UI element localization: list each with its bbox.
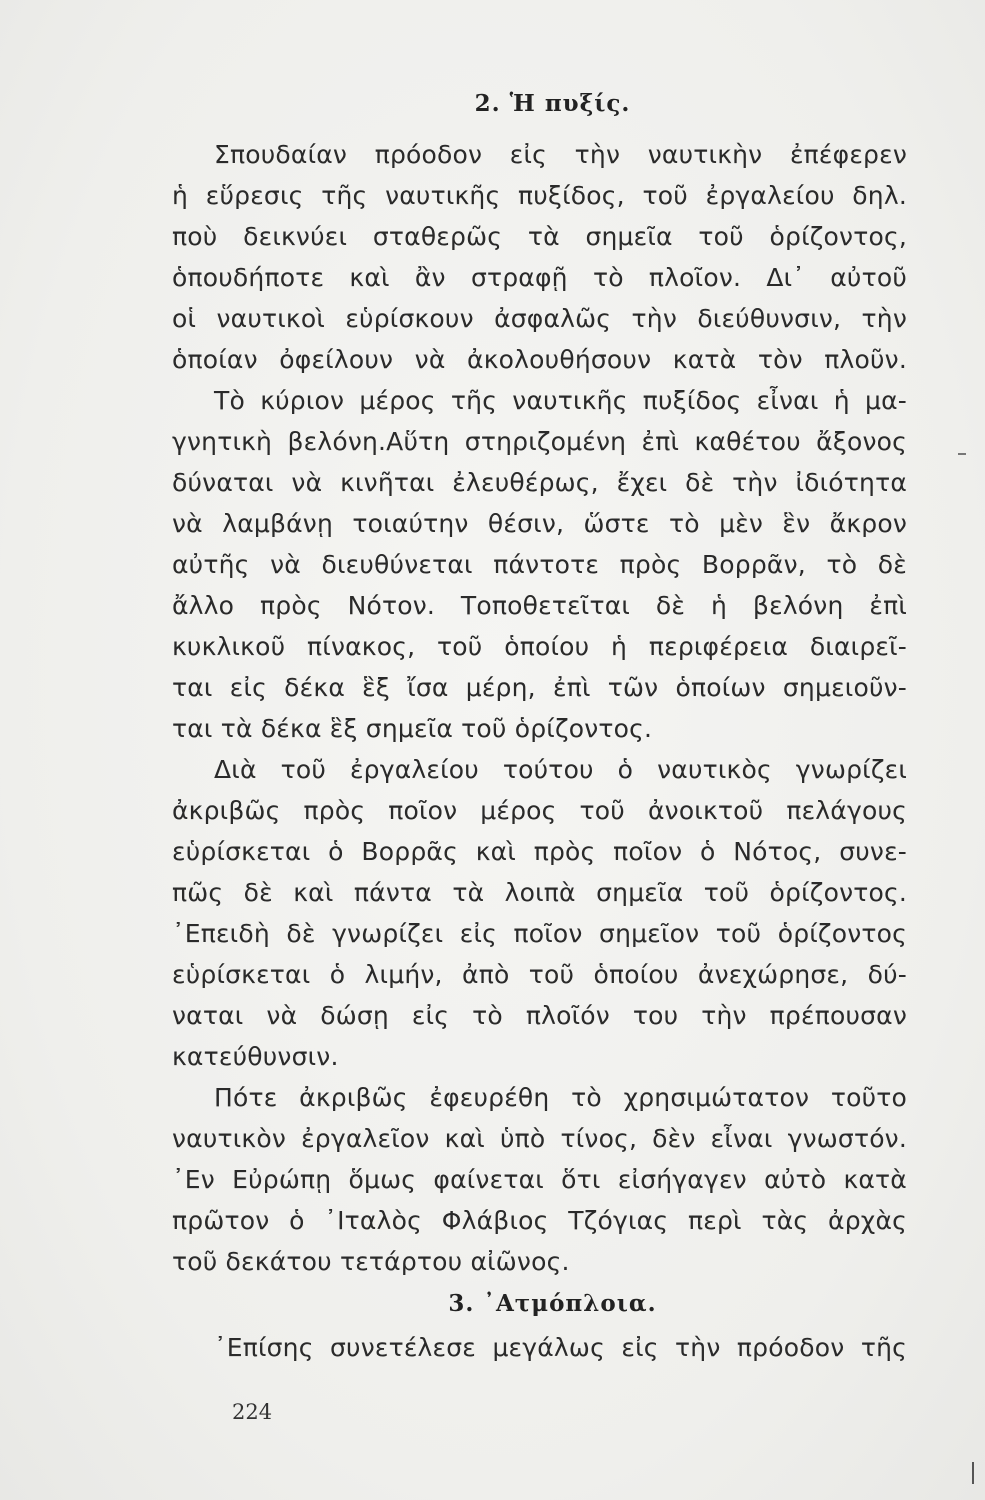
text-line: ὁποίαν ὀφείλουν νὰ ἀκολουθήσουν κατὰ τὸν πλοῦν. bbox=[172, 345, 907, 374]
text-line: δύναται νὰ κινῆται ἐλευθέρως, ἔχει δὲ τὴν ἰδιότητα bbox=[172, 468, 907, 497]
text-line: Πότε ἀκριβῶς ἐφευρέθη τὸ χρησιμώτατον τοῦτο bbox=[214, 1083, 907, 1112]
text-line: κυκλικοῦ πίνακος, τοῦ ὁποίου ἡ περιφέρεια διαιρεῖ- bbox=[172, 632, 907, 661]
margin-mark bbox=[958, 453, 966, 455]
text-line: πρῶτον ὁ ᾽Ιταλὸς Φλάβιος Τζόγιας περὶ τὰς ἀρχὰς bbox=[172, 1206, 907, 1235]
section-heading-compass: 2. Ἡ πυξίς. bbox=[474, 90, 631, 117]
text-line: πῶς δὲ καὶ πάντα τὰ λοιπὰ σημεῖα τοῦ ὁρίζοντος. bbox=[172, 878, 907, 907]
text-line: ναυτικὸν ἐργαλεῖον καὶ ὑπὸ τίνος, δὲν εἶναι γνωστόν. bbox=[172, 1124, 907, 1153]
page-number: 224 bbox=[232, 1400, 273, 1424]
text-line: ὁπουδήποτε καὶ ἂν στραφῇ τὸ πλοῖον. Δι᾽ αὐτοῦ bbox=[172, 263, 907, 292]
text-line: αὐτῆς νὰ διευθύνεται πάντοτε πρὸς Βορρᾶν, τὸ δὲ bbox=[172, 550, 907, 579]
text-line: ἀκριβῶς πρὸς ποῖον μέρος τοῦ ἀνοικτοῦ πελάγους bbox=[172, 796, 907, 825]
text-line: ᾽Επειδὴ δὲ γνωρίζει εἰς ποῖον σημεῖον τοῦ ὁρίζοντος bbox=[172, 919, 907, 948]
text-line: ται τὰ δέκα ἓξ σημεῖα τοῦ ὁρίζοντος. bbox=[172, 714, 653, 743]
text-line: κατεύθυνσιν. bbox=[172, 1042, 339, 1071]
text-line: ἄλλο πρὸς Νότον. Τοποθετεῖται δὲ ἡ βελόνη ἐπὶ bbox=[172, 591, 907, 620]
text-line: Τὸ κύριον μέρος τῆς ναυτικῆς πυξίδος εἶναι ἡ μα- bbox=[214, 386, 907, 415]
text-line: ᾽Επίσης συνετέλεσε μεγάλως εἰς τὴν πρόοδον τῆς bbox=[214, 1333, 907, 1362]
text-line: ναται νὰ δώσῃ εἰς τὸ πλοῖόν του τὴν πρέπουσαν bbox=[172, 1001, 907, 1030]
section-heading-steamships: 3. ᾽Ατμόπλοια. bbox=[448, 1290, 657, 1317]
text-line: ᾽Εν Εὐρώπῃ ὅμως φαίνεται ὅτι εἰσήγαγεν αὐτὸ κατὰ bbox=[172, 1165, 907, 1194]
text-line: Σπουδαίαν πρόοδον εἰς τὴν ναυτικὴν ἐπέφερεν bbox=[214, 140, 907, 169]
corner-mark bbox=[972, 1462, 974, 1484]
text-line: τοῦ δεκάτου τετάρτου αἰῶνος. bbox=[172, 1247, 570, 1276]
text-line: ται εἰς δέκα ἓξ ἴσα μέρη, ἐπὶ τῶν ὁποίων σημειοῦν- bbox=[172, 673, 907, 702]
text-line: νὰ λαμβάνῃ τοιαύτην θέσιν, ὥστε τὸ μὲν ἓν ἄκρον bbox=[172, 509, 907, 538]
text-line: ἡ εὕρεσις τῆς ναυτικῆς πυξίδος, τοῦ ἐργαλείου δηλ. bbox=[172, 181, 907, 210]
text-line: εὑρίσκεται ὁ Βορρᾶς καὶ πρὸς ποῖον ὁ Νότος, συνε- bbox=[172, 837, 907, 866]
text-line: Διὰ τοῦ ἐργαλείου τούτου ὁ ναυτικὸς γνωρίζει bbox=[214, 755, 907, 784]
text-line: γνητικὴ βελόνη.Αὕτη στηριζομένη ἐπὶ καθέτου ἄξονος bbox=[172, 427, 907, 456]
text-line: ποὺ δεικνύει σταθερῶς τὰ σημεῖα τοῦ ὁρίζοντος, bbox=[172, 222, 907, 251]
text-line: οἱ ναυτικοὶ εὑρίσκουν ἀσφαλῶς τὴν διεύθυνσιν, τὴν bbox=[172, 304, 907, 333]
text-line: εὑρίσκεται ὁ λιμήν, ἀπὸ τοῦ ὁποίου ἀνεχώρησε, δύ- bbox=[172, 960, 907, 989]
